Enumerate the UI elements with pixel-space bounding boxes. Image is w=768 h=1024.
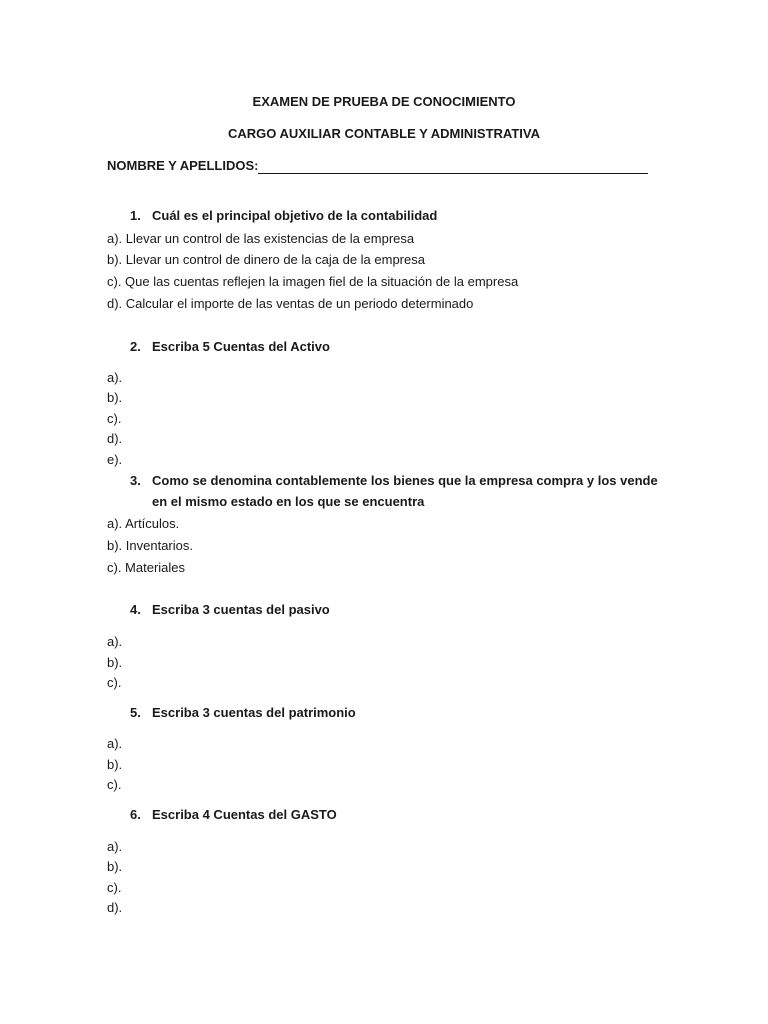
page-title: EXAMEN DE PRUEBA DE CONOCIMIENTO	[252, 94, 516, 109]
option-3b: b). Inventarios.	[107, 538, 193, 553]
question-text: Escriba 5 Cuentas del Activo	[152, 339, 330, 354]
question-3	[130, 470, 658, 512]
question-4	[130, 602, 330, 617]
question-text: Escriba 3 cuentas del patrimonio	[152, 705, 356, 720]
answer-2e: e).	[107, 452, 123, 467]
answer-6b: b).	[107, 859, 123, 874]
answer-2b: b).	[107, 390, 123, 405]
question-text: Cuál es el principal objetivo de la contabilidad	[152, 208, 438, 223]
answer-2a: a).	[107, 370, 123, 385]
option-1b: b). Llevar un control de dinero de la caja de la empresa	[107, 252, 425, 267]
answer-5a: a).	[107, 736, 123, 751]
answer-4b: b).	[107, 655, 123, 670]
question-text: Escriba 3 cuentas del pasivo	[152, 602, 330, 617]
question-number: 6.	[130, 807, 141, 822]
question-1	[130, 208, 437, 223]
answer-5c: c).	[107, 777, 122, 792]
answer-6a: a).	[107, 839, 123, 854]
answer-2c: c).	[107, 411, 122, 426]
question-number: 3.	[130, 473, 141, 488]
answer-6c: c).	[107, 880, 122, 895]
question-2	[130, 339, 330, 354]
option-1d: d). Calcular el importe de las ventas de un periodo determinado	[107, 296, 474, 311]
option-3a: a). Artículos.	[107, 516, 180, 531]
question-5	[130, 705, 356, 720]
question-text: Escriba 4 Cuentas del GASTO	[152, 807, 337, 822]
name-input-line[interactable]	[258, 173, 648, 174]
question-number: 5.	[130, 705, 141, 720]
question-text-line1: Como se denomina contablemente los bienes que la empresa compra y los vende	[152, 473, 658, 488]
answer-4a: a).	[107, 634, 123, 649]
option-3c: c). Materiales	[107, 560, 186, 575]
option-1a: a). Llevar un control de las existencias de la empresa	[107, 231, 415, 246]
question-number: 2.	[130, 339, 141, 354]
question-6	[130, 807, 337, 822]
page-subtitle: CARGO AUXILIAR CONTABLE Y ADMINISTRATIVA	[228, 126, 540, 141]
answer-4c: c).	[107, 675, 122, 690]
answer-6d: d).	[107, 900, 123, 915]
question-number: 4.	[130, 602, 141, 617]
answer-5b: b).	[107, 757, 123, 772]
question-number: 1.	[130, 208, 141, 223]
question-text-line2: en el mismo estado en los que se encuentra	[152, 494, 425, 509]
option-1c: c). Que las cuentas reflejen la imagen fiel de la situación de la empresa	[107, 274, 519, 289]
name-label: NOMBRE Y APELLIDOS:	[107, 158, 259, 173]
answer-2d: d).	[107, 431, 123, 446]
